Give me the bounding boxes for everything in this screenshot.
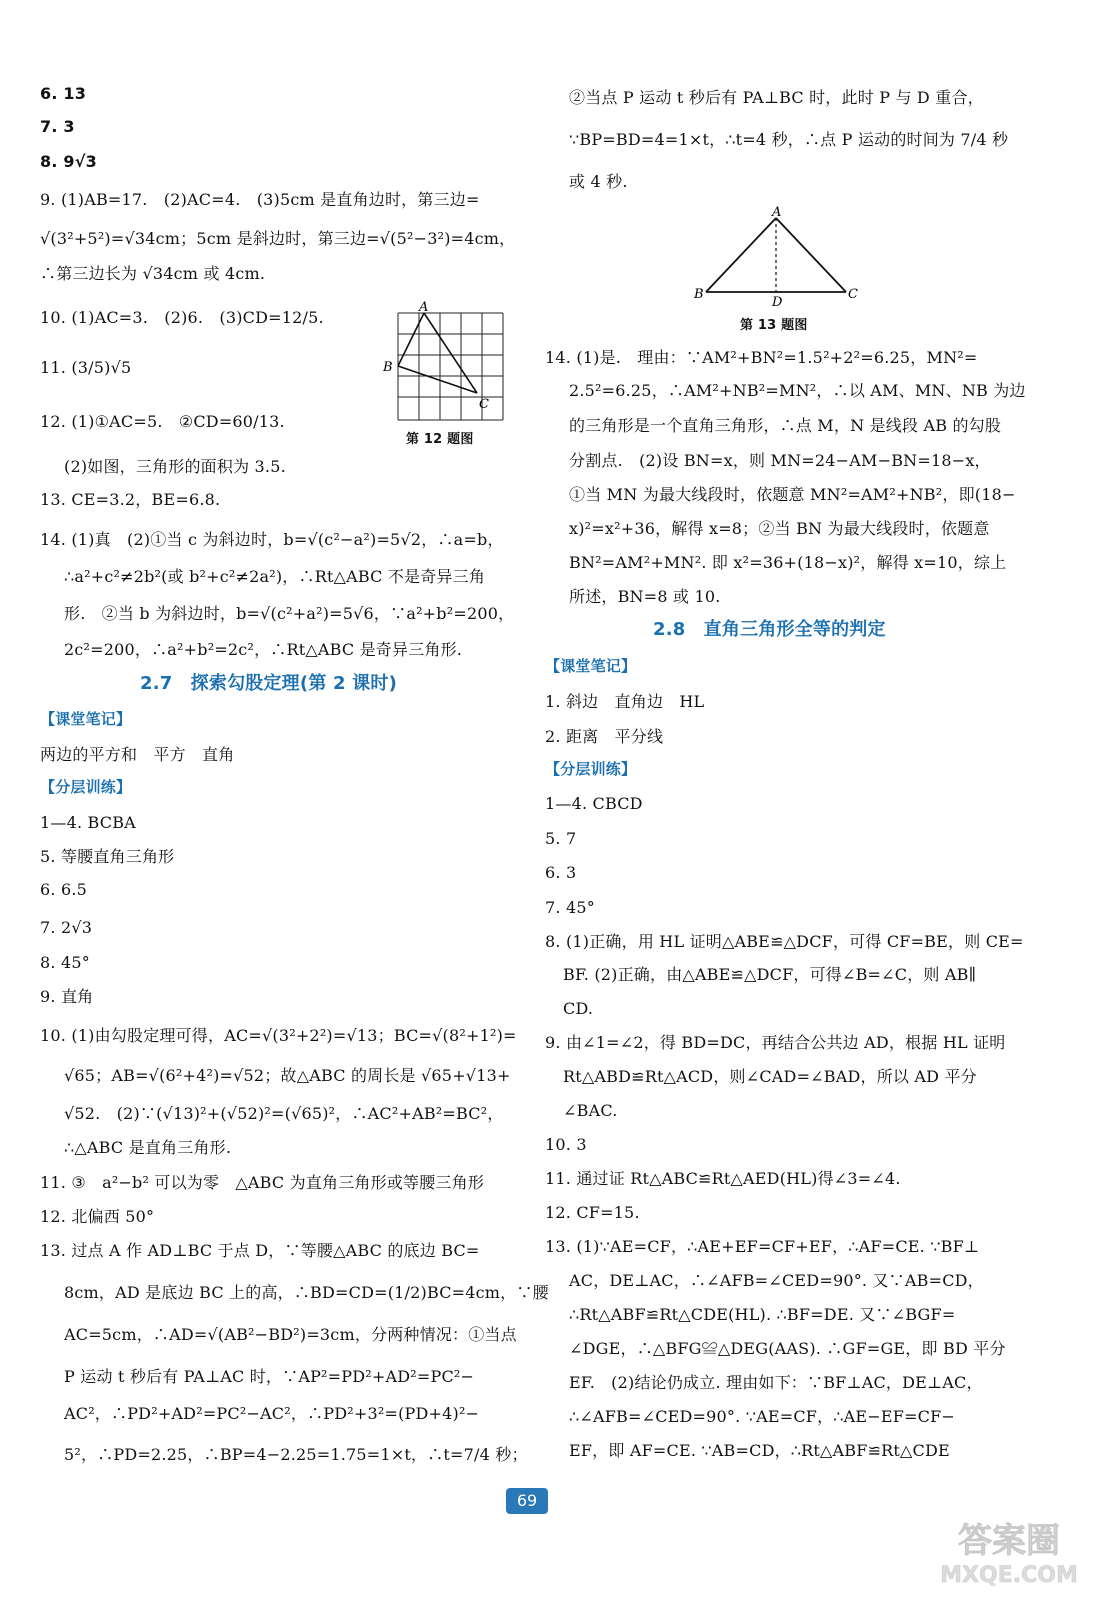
- answer-line: 7. 45°: [545, 898, 595, 917]
- answer-line: Rt△ABD≌Rt△ACD，则∠CAD=∠BAD，所以 AD 平分: [563, 1067, 977, 1086]
- answer-line: 6. 3: [545, 863, 577, 882]
- answer-line: 2.5²=6.25，∴AM²+NB²=MN²，∴以 AM、MN、NB 为边: [569, 381, 1026, 400]
- answer-line: EF. (2)结论仍成立. 理由如下：∵BF⊥AC，DE⊥AC，: [569, 1373, 983, 1392]
- section-tag: 【课堂笔记】: [40, 710, 132, 728]
- answer-line: 1. 斜边 直角边 HL: [545, 692, 705, 711]
- watermark-text: 答案圈: [958, 1521, 1060, 1561]
- watermark-url: MXQE.COM: [940, 1563, 1078, 1588]
- answer-line: 2c²=200，∴a²+b²=2c²，∴Rt△ABC 是奇异三角形.: [64, 640, 463, 659]
- answer-line: ②当点 P 运动 t 秒后有 PA⊥BC 时，此时 P 与 D 重合，: [569, 88, 984, 107]
- answer-line: 7. 3: [40, 117, 75, 136]
- answer-line: 14. (1)是. 理由：∵AM²+BN²=1.5²+2²=6.25，MN²=: [545, 348, 978, 367]
- figure-12: [378, 298, 513, 450]
- answer-line: 8. 45°: [40, 953, 90, 972]
- answer-line: 两边的平方和 平方 直角: [40, 745, 235, 764]
- answer-line: CD.: [563, 999, 594, 1018]
- answer-line: 1—4. CBCD: [545, 794, 643, 813]
- answer-line: x)²=x²+36，解得 x=8；②当 BN 为最大线段时，依题意: [569, 519, 990, 538]
- answer-line: √65；AB=√(6²+4²)=√52；故△ABC 的周长是 √65+√13+: [64, 1066, 511, 1085]
- answer-line: √(3²+5²)=√34cm；5cm 是斜边时，第三边=√(5²−3²)=4cm，: [40, 229, 516, 248]
- answer-line: 9. 由∠1=∠2，得 BD=DC，再结合公共边 AD，根据 HL 证明: [545, 1033, 1006, 1052]
- answer-line: 6. 6.5: [40, 880, 87, 899]
- section-heading: 2.7 探索勾股定理(第 2 课时): [140, 673, 397, 694]
- label-a: A: [772, 205, 782, 220]
- answer-line: ∴△ABC 是直角三角形.: [64, 1138, 232, 1157]
- answer-line: 10. (1)由勾股定理可得，AC=√(3²+2²)=√13；BC=√(8²+1²)=: [40, 1026, 517, 1045]
- figure-13: [688, 200, 863, 312]
- answer-line: ∴a²+c²≠2b²(或 b²+c²≠2a²)，∴Rt△ABC 不是奇异三角: [64, 567, 486, 586]
- answer-line: (2)如图，三角形的面积为 3.5.: [64, 457, 286, 476]
- label-c: C: [479, 397, 489, 412]
- answer-line: 7. 2√3: [40, 918, 93, 937]
- answer-line: ①当 MN 为最大线段时，依题意 MN²=AM²+NB²，即(18−: [569, 485, 1016, 504]
- answer-line: 12. CF=15.: [545, 1203, 640, 1222]
- answer-line: 或 4 秒.: [569, 172, 628, 191]
- watermark-logo: [929, 1514, 1089, 1588]
- label-b: B: [383, 360, 393, 375]
- answer-line: ∠BAC.: [563, 1101, 618, 1120]
- answer-line: 6. 13: [40, 84, 87, 103]
- answer-line: 9. (1)AB=17. (2)AC=4. (3)5cm 是直角边时，第三边=: [40, 190, 480, 209]
- triangle-abc: [398, 313, 477, 393]
- answer-line: 5. 等腰直角三角形: [40, 847, 175, 866]
- label-b: B: [694, 287, 704, 302]
- answer-line: 分割点. (2)设 BN=x，则 MN=24−AM−BN=18−x，: [569, 451, 991, 470]
- answer-line: 10. 3: [545, 1135, 587, 1154]
- answer-line: AC²，∴PD²+AD²=PC²−AC²，∴PD²+3²=(PD+4)²−: [64, 1404, 480, 1423]
- label-d: D: [772, 295, 783, 310]
- label-c: C: [848, 287, 858, 302]
- answer-line: 12. 北偏西 50°: [40, 1207, 155, 1226]
- answer-line: 13. 过点 A 作 AD⊥BC 于点 D，∵等腰△ABC 的底边 BC=: [40, 1241, 480, 1260]
- answer-line: ∵BP=BD=4=1×t，∴t=4 秒，∴点 P 运动的时间为 7/4 秒: [569, 130, 1009, 149]
- answer-line: 11. (3/5)√5: [40, 358, 132, 377]
- answer-line: 14. (1)真 (2)①当 c 为斜边时，b=√(c²−a²)=5√2，∴a=b，: [40, 530, 504, 549]
- section-tag: 【分层训练】: [40, 778, 132, 796]
- answer-line: 所述，BN=8 或 10.: [569, 587, 721, 606]
- answer-line: √52. (2)∵(√13)²+(√52)²=(√65)²，∴AC²+AB²=BC²，: [64, 1104, 504, 1123]
- answer-line: BN²=AM²+MN². 即 x²=36+(18−x)²，解得 x=10，综上: [569, 553, 1007, 572]
- answer-line: 2. 距离 平分线: [545, 727, 664, 746]
- answer-line: 13. (1)∵AE=CF，∴AE+EF=CF+EF，∴AF=CE. ∵BF⊥: [545, 1237, 980, 1256]
- answer-line: ∠DGE，∴△BFG≌△DEG(AAS). ∴GF=GE，即 BD 平分: [569, 1339, 1006, 1358]
- answer-line: 12. (1)①AC=5. ②CD=60/13.: [40, 412, 285, 431]
- figure-13-caption: 第 13 题图: [740, 318, 808, 333]
- answer-line: 8. 9√3: [40, 152, 97, 171]
- answer-line: 11. ③ a²−b² 可以为零 △ABC 为直角三角形或等腰三角形: [40, 1173, 485, 1192]
- section-tag: 【课堂笔记】: [545, 657, 637, 675]
- answer-line: 9. 直角: [40, 987, 94, 1006]
- answer-line: EF，即 AF=CE. ∵AB=CD，∴Rt△ABF≌Rt△CDE: [569, 1441, 950, 1460]
- answer-line: P 运动 t 秒后有 PA⊥AC 时，∵AP²=PD²+AD²=PC²−: [64, 1367, 475, 1386]
- answer-line: 1—4. BCBA: [40, 813, 136, 832]
- answer-line: ∴第三边长为 √34cm 或 4cm.: [40, 264, 266, 283]
- answer-line: AC=5cm，∴AD=√(AB²−BD²)=3cm，分两种情况：①当点: [64, 1325, 517, 1344]
- answer-line: 5. 7: [545, 829, 577, 848]
- answer-line: 10. (1)AC=3. (2)6. (3)CD=12/5.: [40, 308, 324, 327]
- answer-line: 11. 通过证 Rt△ABC≌Rt△AED(HL)得∠3=∠4.: [545, 1169, 901, 1188]
- answer-line: 13. CE=3.2，BE=6.8.: [40, 490, 221, 509]
- answer-line: 的三角形是一个直角三角形，∴点 M，N 是线段 AB 的勾股: [569, 416, 1002, 435]
- answer-line: AC，DE⊥AC，∴∠AFB=∠CED=90°. 又∵AB=CD，: [569, 1271, 984, 1290]
- answer-line: ∴Rt△ABF≌Rt△CDE(HL). ∴BF=DE. 又∵∠BGF=: [569, 1305, 956, 1324]
- label-a: A: [419, 300, 429, 315]
- answer-line: BF. (2)正确，由△ABE≌△DCF，可得∠B=∠C，则 AB∥: [563, 965, 977, 984]
- answer-line: 8. (1)正确，用 HL 证明△ABE≌△DCF，可得 CF=BE，则 CE=: [545, 932, 1024, 951]
- figure-12-caption: 第 12 题图: [406, 432, 474, 447]
- page-number: 69: [506, 1488, 548, 1514]
- answer-line: ∴∠AFB=∠CED=90°. ∵AE=CF，∴AE−EF=CF−: [569, 1407, 956, 1426]
- section-tag: 【分层训练】: [545, 760, 637, 778]
- section-heading: 2.8 直角三角形全等的判定: [653, 619, 886, 640]
- answer-line: 形. ②当 b 为斜边时，b=√(c²+a²)=5√6，∵a²+b²=200，: [64, 604, 515, 623]
- answer-line: 5²，∴PD=2.25，∴BP=4−2.25=1.75=1×t，∴t=7/4 秒；: [64, 1445, 528, 1464]
- answer-line: 8cm，AD 是底边 BC 上的高，∴BD=CD=(1/2)BC=4cm，∵腰: [64, 1283, 549, 1302]
